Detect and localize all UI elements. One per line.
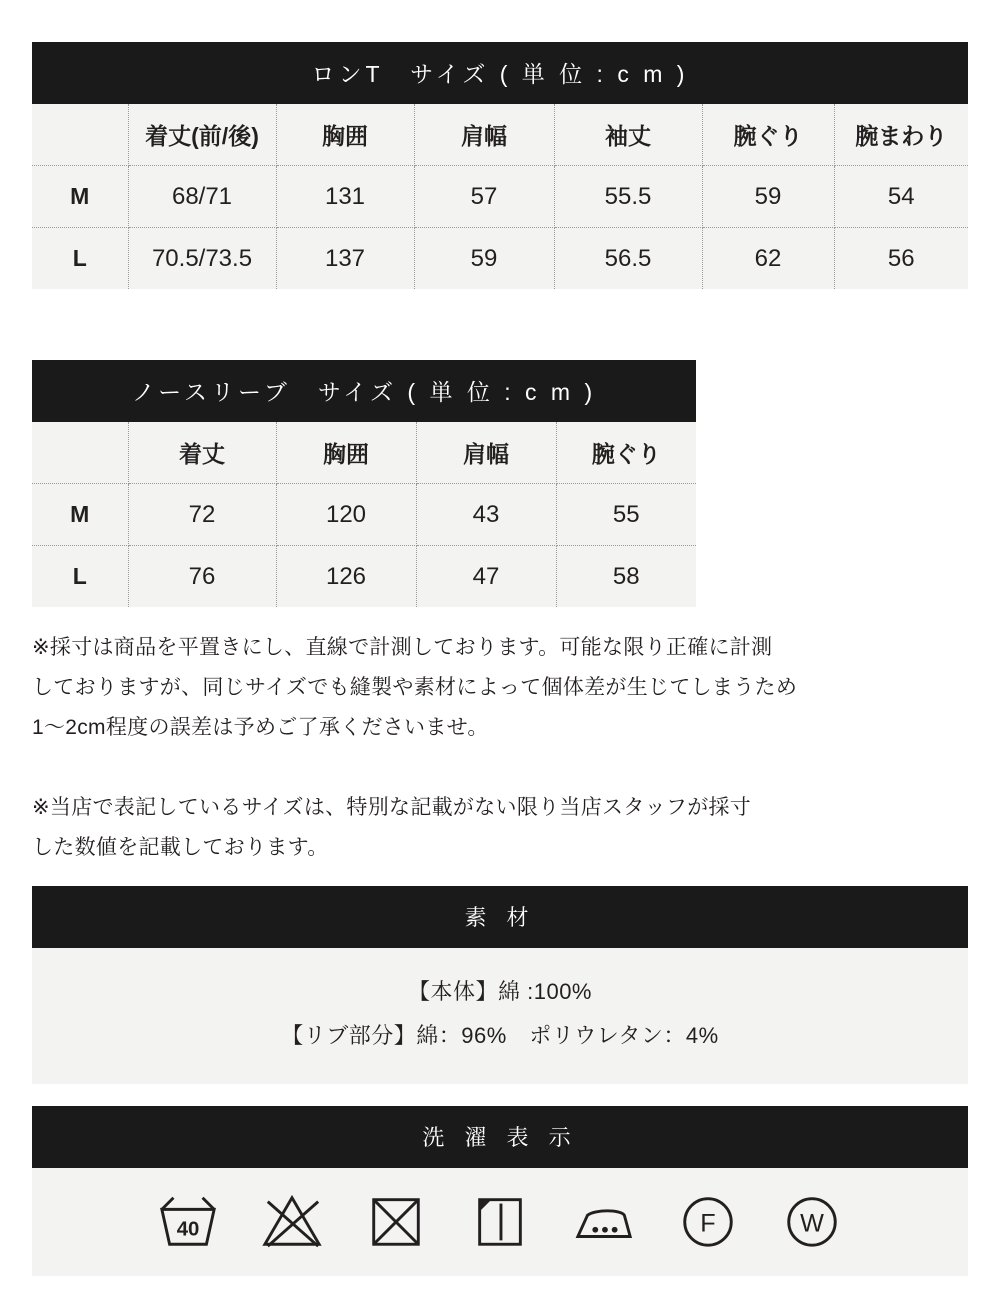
cell-l-shoulder: 47 xyxy=(416,546,556,608)
long-sleeve-size-table xyxy=(32,42,968,289)
wash-temperature-label: 40 xyxy=(176,1218,200,1241)
sleeveless-table-title: ノースリーブ サイズ ( 単 位 : c m ) xyxy=(32,360,696,422)
cell-m-armhole: 59 xyxy=(702,166,834,228)
table-header-row xyxy=(32,104,968,166)
table-row xyxy=(32,166,968,228)
table-header-row xyxy=(32,422,696,484)
cell-l-chest: 126 xyxy=(276,546,416,608)
cell-l-shoulder: 59 xyxy=(414,228,554,290)
table-row xyxy=(32,228,968,290)
corner-cell xyxy=(32,104,128,166)
row-header-size-m: M xyxy=(32,166,128,228)
corner-cell xyxy=(32,422,128,484)
cell-l-body-length: 76 xyxy=(128,546,276,608)
table-row xyxy=(32,484,696,546)
wet-clean-letter: W xyxy=(800,1209,824,1238)
column-header-shoulder: 肩幅 xyxy=(416,422,556,484)
long-sleeve-size-table-block xyxy=(32,42,968,289)
row-header-size-m: M xyxy=(32,484,128,546)
care-heading: 洗 濯 表 示 xyxy=(32,1106,968,1168)
cell-l-armhole: 62 xyxy=(702,228,834,290)
column-header-body-length: 着丈(前/後) xyxy=(128,104,276,166)
cell-m-chest: 120 xyxy=(276,484,416,546)
cell-m-sleeve-length: 55.5 xyxy=(554,166,702,228)
column-header-sleeve-length: 袖丈 xyxy=(554,104,702,166)
cell-m-body-length: 68/71 xyxy=(128,166,276,228)
column-header-chest: 胸囲 xyxy=(276,422,416,484)
wet-clean-w-icon-svg xyxy=(778,1190,846,1252)
cell-m-chest: 131 xyxy=(276,166,414,228)
dry-clean-f-icon-svg xyxy=(674,1190,742,1252)
material-body xyxy=(32,948,968,1084)
no-tumble-dry-icon-svg xyxy=(362,1190,430,1252)
cell-l-body-length: 70.5/73.5 xyxy=(128,228,276,290)
sleeveless-size-table-block xyxy=(32,360,696,607)
cell-m-arm-circumference: 54 xyxy=(834,166,968,228)
wash-40-icon-svg xyxy=(154,1190,222,1252)
row-header-size-l: L xyxy=(32,228,128,290)
drip-dry-vertical-icon xyxy=(466,1190,534,1252)
no-bleach-icon-svg xyxy=(258,1190,326,1252)
sleeveless-size-table xyxy=(32,360,696,607)
column-header-armhole: 腕ぐり xyxy=(702,104,834,166)
column-header-body-length: 着丈 xyxy=(128,422,276,484)
measurement-notes xyxy=(32,628,972,868)
care-icon-row xyxy=(32,1168,968,1276)
cell-m-armhole: 55 xyxy=(556,484,696,546)
material-line-2: 【リブ部分】綿：96% ポリウレタン：4% xyxy=(281,1023,719,1048)
wet-clean-w-icon xyxy=(778,1190,846,1252)
note-line-3: 1〜2cm程度の誤差は予めご了承くださいませ。 xyxy=(32,716,489,739)
material-panel xyxy=(32,886,968,1084)
dry-clean-letter: F xyxy=(700,1209,716,1238)
no-tumble-dry-icon xyxy=(362,1190,430,1252)
note-spacer xyxy=(32,748,972,788)
dry-clean-f-icon xyxy=(674,1190,742,1252)
cell-l-arm-circumference: 56 xyxy=(834,228,968,290)
wash-40-icon xyxy=(154,1190,222,1252)
cell-m-shoulder: 43 xyxy=(416,484,556,546)
material-heading: 素 材 xyxy=(32,886,968,948)
care-panel xyxy=(32,1106,968,1276)
column-header-armhole: 腕ぐり xyxy=(556,422,696,484)
cell-l-chest: 137 xyxy=(276,228,414,290)
cell-m-shoulder: 57 xyxy=(414,166,554,228)
long-sleeve-table-title: ロンT サイズ ( 単 位 : c m ) xyxy=(32,42,968,104)
note-line-5: した数値を記載しております。 xyxy=(32,836,329,859)
material-line-1: 【本体】綿 :100% xyxy=(408,979,592,1004)
table-row xyxy=(32,546,696,608)
column-header-shoulder: 肩幅 xyxy=(414,104,554,166)
cell-l-sleeve-length: 56.5 xyxy=(554,228,702,290)
column-header-arm-circumference: 腕まわり xyxy=(834,104,968,166)
note-line-1: ※採寸は商品を平置きにし、直線で計測しております。可能な限り正確に計測 xyxy=(32,636,773,659)
iron-high-icon-svg xyxy=(570,1190,638,1252)
drip-dry-vertical-icon-svg xyxy=(466,1190,534,1252)
cell-l-armhole: 58 xyxy=(556,546,696,608)
row-header-size-l: L xyxy=(32,546,128,608)
no-bleach-icon xyxy=(258,1190,326,1252)
note-line-2: しておりますが、同じサイズでも縫製や素材によって個体差が生じてしまうため xyxy=(32,676,798,699)
iron-high-icon xyxy=(570,1190,638,1252)
cell-m-body-length: 72 xyxy=(128,484,276,546)
note-line-4: ※当店で表記しているサイズは、特別な記載がない限り当店スタッフが採寸 xyxy=(32,796,752,819)
column-header-chest: 胸囲 xyxy=(276,104,414,166)
